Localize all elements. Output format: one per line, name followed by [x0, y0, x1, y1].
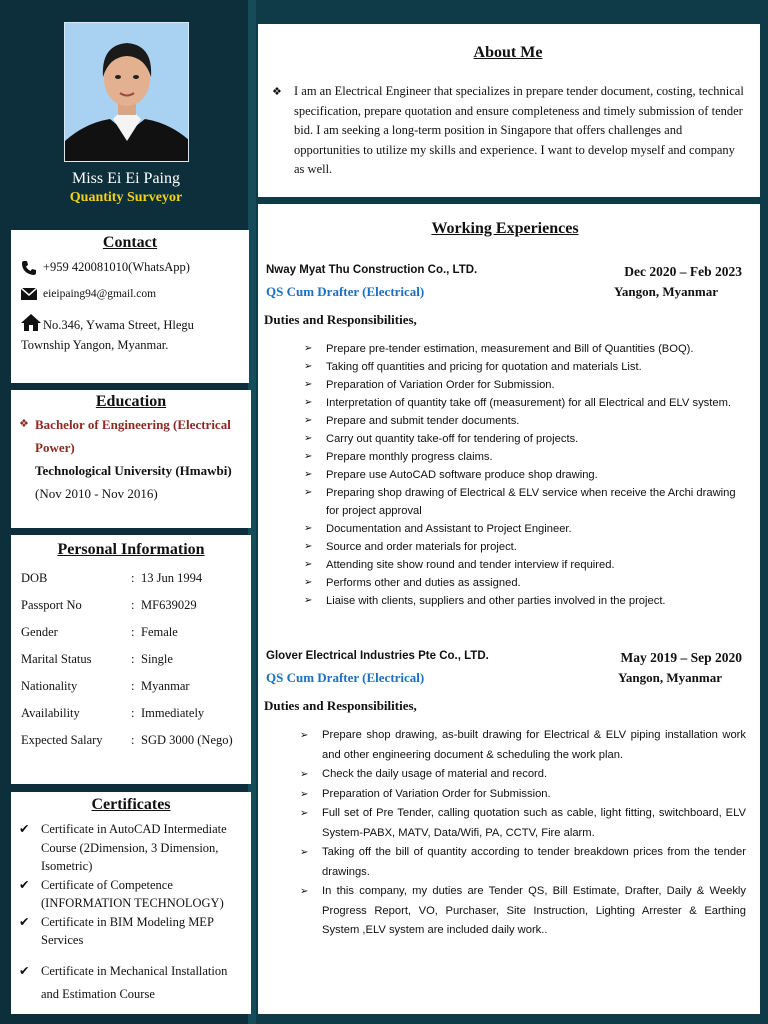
arrow-bullet-icon: ➢: [304, 433, 313, 444]
certificate-item: [19, 876, 243, 913]
duty-text: Attending site show round and tender interview if required.: [326, 559, 615, 571]
checkmark-icon: ✔: [19, 877, 30, 892]
duty-text: Preparing shop drawing of Electrical & ELV service when receive the Archi drawing for project approval: [326, 487, 736, 517]
contact-address: [21, 314, 239, 354]
duty-text: Documentation and Assistant to Project Engineer.: [326, 523, 572, 535]
colon-separator: :: [131, 598, 135, 612]
arrow-bullet-icon: ➢: [304, 577, 313, 588]
home-icon: [21, 314, 41, 336]
colon-separator: :: [131, 652, 135, 666]
duty-item: [264, 430, 746, 448]
contact-phone[interactable]: +959 420081010(WhatsApp): [43, 260, 190, 274]
arrow-bullet-icon: ➢: [304, 487, 313, 498]
arrow-bullet-icon: ➢: [304, 415, 313, 426]
personal-info-row: [21, 679, 233, 706]
phone-icon: [21, 260, 43, 280]
personal-info-value: MF639029: [141, 598, 197, 612]
arrow-bullet-icon: ➢: [300, 808, 309, 819]
duty-item: [264, 804, 746, 843]
duty-item: [264, 412, 746, 430]
personal-info-table: [21, 571, 233, 760]
duty-item: [264, 574, 746, 592]
colon-separator: :: [131, 733, 135, 747]
arrow-bullet-icon: ➢: [300, 788, 309, 800]
job-entry: [264, 264, 746, 610]
personal-info-row: [21, 625, 233, 652]
about-text: I am an Electrical Engineer that specializes in prepare tender document, costing, technical specification, prepare quotation and ensure completeness and timely submission of tender bid. I am seeking a long-term position in Singapore that offers challenges and opportunities to utilize my skills and experience. I want to develop myself and company as well.: [294, 84, 744, 176]
personal-info-label: Availability: [21, 706, 80, 720]
personal-info-value: Immediately: [141, 706, 205, 720]
arrow-bullet-icon: ➢: [304, 523, 313, 534]
certificate-text: Certificate in Mechanical Installation and Estimation Course: [41, 963, 228, 1001]
envelope-icon: [21, 288, 43, 304]
certificates-list: [19, 820, 243, 1006]
personal-info-label: Marital Status: [21, 652, 92, 666]
colon-separator: :: [131, 706, 135, 720]
duty-item: [264, 882, 746, 941]
duty-text: Prepare monthly progress claims.: [326, 451, 493, 463]
duties-list: [264, 726, 746, 941]
duty-item: [264, 394, 746, 412]
duty-text: Liaise with clients, suppliers and other parties involved in the project.: [326, 595, 666, 607]
certificates-card: [11, 792, 251, 1014]
personal-info-value: Single: [141, 652, 173, 666]
job-location: Yangon, Myanmar: [613, 284, 718, 299]
duty-item: [264, 358, 746, 376]
duty-item: [264, 340, 746, 358]
personal-info-label: Expected Salary: [21, 733, 103, 747]
certificates-title: Certificates: [91, 796, 171, 813]
duties-label: Duties and Responsibilities,: [264, 312, 417, 327]
job-location: Yangon, Myanmar: [617, 670, 722, 685]
certificate-text: Certificate of Competence (INFORMATION TECHNOLOGY): [41, 877, 224, 910]
duty-item: [264, 466, 746, 484]
certificate-item: [19, 913, 243, 950]
duty-text: Performs other and duties as assigned.: [326, 577, 521, 589]
duty-item: [264, 556, 746, 574]
duty-text: Prepare shop drawing, as-built drawing for Electrical & ELV piping installation work and other engineering document & scheduling the work plan.: [322, 729, 746, 761]
arrow-bullet-icon: ➢: [300, 769, 309, 780]
personal-info-title: Personal Information: [57, 541, 205, 558]
diamond-bullet-icon: ❖: [19, 418, 29, 430]
personal-info-card: [11, 535, 251, 784]
arrow-bullet-icon: ➢: [304, 595, 313, 606]
personal-info-label: DOB: [21, 571, 48, 585]
duty-text: Prepare and submit tender documents.: [326, 415, 520, 427]
personal-info-value: Myanmar: [141, 679, 190, 693]
personal-info-row: [21, 598, 233, 625]
work-title: Working Experiences: [431, 220, 579, 237]
about-card: [258, 24, 760, 197]
duty-text: Preparation of Variation Order for Submission.: [326, 379, 555, 391]
duty-item: [264, 765, 746, 785]
arrow-bullet-icon: ➢: [300, 847, 309, 858]
job-company: Nway Myat Thu Construction Co., LTD.: [266, 264, 478, 276]
personal-info-value: 13 Jun 1994: [141, 571, 203, 585]
duty-item: [264, 376, 746, 394]
duty-text: Interpretation of quantity take off (measurement) for all Electrical and ELV system.: [326, 397, 732, 409]
colon-separator: :: [131, 679, 135, 693]
duty-text: Prepare pre-tender estimation, measurement and Bill of Quantities (BOQ).: [326, 343, 694, 355]
duty-item: [264, 520, 746, 538]
checkmark-icon: ✔: [19, 963, 30, 978]
profile-role: Quantity Surveyor: [69, 190, 183, 205]
duties-list: [264, 340, 746, 610]
contact-email[interactable]: eieipaing94@gmail.com: [43, 288, 157, 300]
duties-label: Duties and Responsibilities,: [264, 698, 417, 713]
duty-text: Prepare use AutoCAD software produce shop drawing.: [326, 469, 598, 481]
arrow-bullet-icon: ➢: [300, 730, 309, 741]
personal-info-label: Passport No: [21, 598, 82, 612]
duty-text: Preparation of Variation Order for Submission.: [322, 787, 551, 800]
job-entry: [264, 650, 746, 941]
contact-title: Contact: [102, 234, 158, 251]
duty-text: In this company, my duties are Tender QS, Bill Estimate, Drafter, Daily & Weekly Progress Report, VO, Purchaser, Site Instruction, Lighting Arrester & Earthing System ,ELV system are included daily work..: [322, 885, 746, 936]
arrow-bullet-icon: ➢: [300, 886, 309, 897]
personal-info-label: Gender: [21, 625, 58, 639]
personal-info-row: [21, 571, 233, 598]
job-dates: Dec 2020 – Feb 2023: [624, 264, 742, 279]
duty-item: [264, 538, 746, 556]
duty-item: [264, 726, 746, 765]
job-position: QS Cum Drafter (Electrical): [266, 670, 425, 685]
education-card: [11, 390, 251, 528]
education-degree: Bachelor of Engineering (Electrical Power): [35, 417, 231, 455]
job-dates: May 2019 – Sep 2020: [620, 650, 742, 665]
personal-info-label: Nationality: [21, 679, 78, 693]
arrow-bullet-icon: ➢: [304, 343, 313, 354]
duty-item: [264, 448, 746, 466]
arrow-bullet-icon: ➢: [304, 361, 313, 372]
duty-item: [264, 843, 746, 882]
duty-text: Full set of Pre Tender, calling quotation such as cable, light fitting, switchboard, ELV System-PABX, MATV, Data/Wifi, PA, CCTV, Fire alarm.: [322, 807, 746, 839]
certificate-text: Certificate in BIM Modeling MEP Services: [41, 914, 214, 947]
personal-info-row: [21, 733, 233, 760]
arrow-bullet-icon: ➢: [304, 451, 313, 462]
checkmark-icon: ✔: [19, 822, 30, 836]
checkmark-icon: ✔: [19, 914, 30, 929]
certificate-text: Certificate in AutoCAD Intermediate Course (2Dimension, 3 Dimension, Isometric): [41, 822, 227, 873]
education-title: Education: [95, 393, 167, 410]
profile-name: Miss Ei Ei Paing: [71, 170, 180, 187]
education-period: (Nov 2010 - Nov 2016): [35, 486, 158, 501]
contact-card: [11, 230, 249, 383]
colon-separator: :: [131, 625, 135, 639]
duty-text: Source and order materials for project.: [326, 541, 517, 553]
personal-info-row: [21, 706, 233, 733]
certificate-item: [19, 960, 243, 1006]
about-title: About Me: [473, 44, 543, 61]
personal-info-value: SGD 3000 (Nego): [141, 733, 233, 747]
arrow-bullet-icon: ➢: [304, 469, 313, 480]
arrow-bullet-icon: ➢: [304, 379, 313, 390]
arrow-bullet-icon: ➢: [304, 397, 313, 408]
certificate-item: [19, 820, 243, 876]
education-school: Technological University (Hmawbi): [35, 463, 232, 478]
duty-text: Check the daily usage of material and record.: [322, 768, 548, 780]
job-position: QS Cum Drafter (Electrical): [266, 284, 425, 299]
personal-info-row: [21, 652, 233, 679]
duty-item: [264, 484, 746, 520]
duty-text: Taking off the bill of quantity according to tender breakdown prices from the tender drawings.: [322, 846, 746, 878]
colon-separator: :: [131, 571, 135, 585]
contact-address-text: No.346, Ywama Street, Hlegu Township Yangon, Myanmar.: [21, 318, 194, 352]
arrow-bullet-icon: ➢: [304, 541, 313, 552]
duty-text: Taking off quantities and pricing for quotation and materials List.: [326, 361, 642, 373]
duty-item: [264, 592, 746, 610]
personal-info-value: Female: [141, 625, 178, 639]
duty-text: Carry out quantity take-off for tendering of projects.: [326, 433, 579, 445]
profile-photo: [64, 22, 189, 162]
work-card: [258, 204, 760, 1014]
diamond-bullet-icon: ❖: [272, 86, 282, 98]
duty-item: [264, 785, 746, 805]
arrow-bullet-icon: ➢: [304, 559, 313, 570]
job-company: Glover Electrical Industries Pte Co., LTD.: [266, 650, 489, 662]
